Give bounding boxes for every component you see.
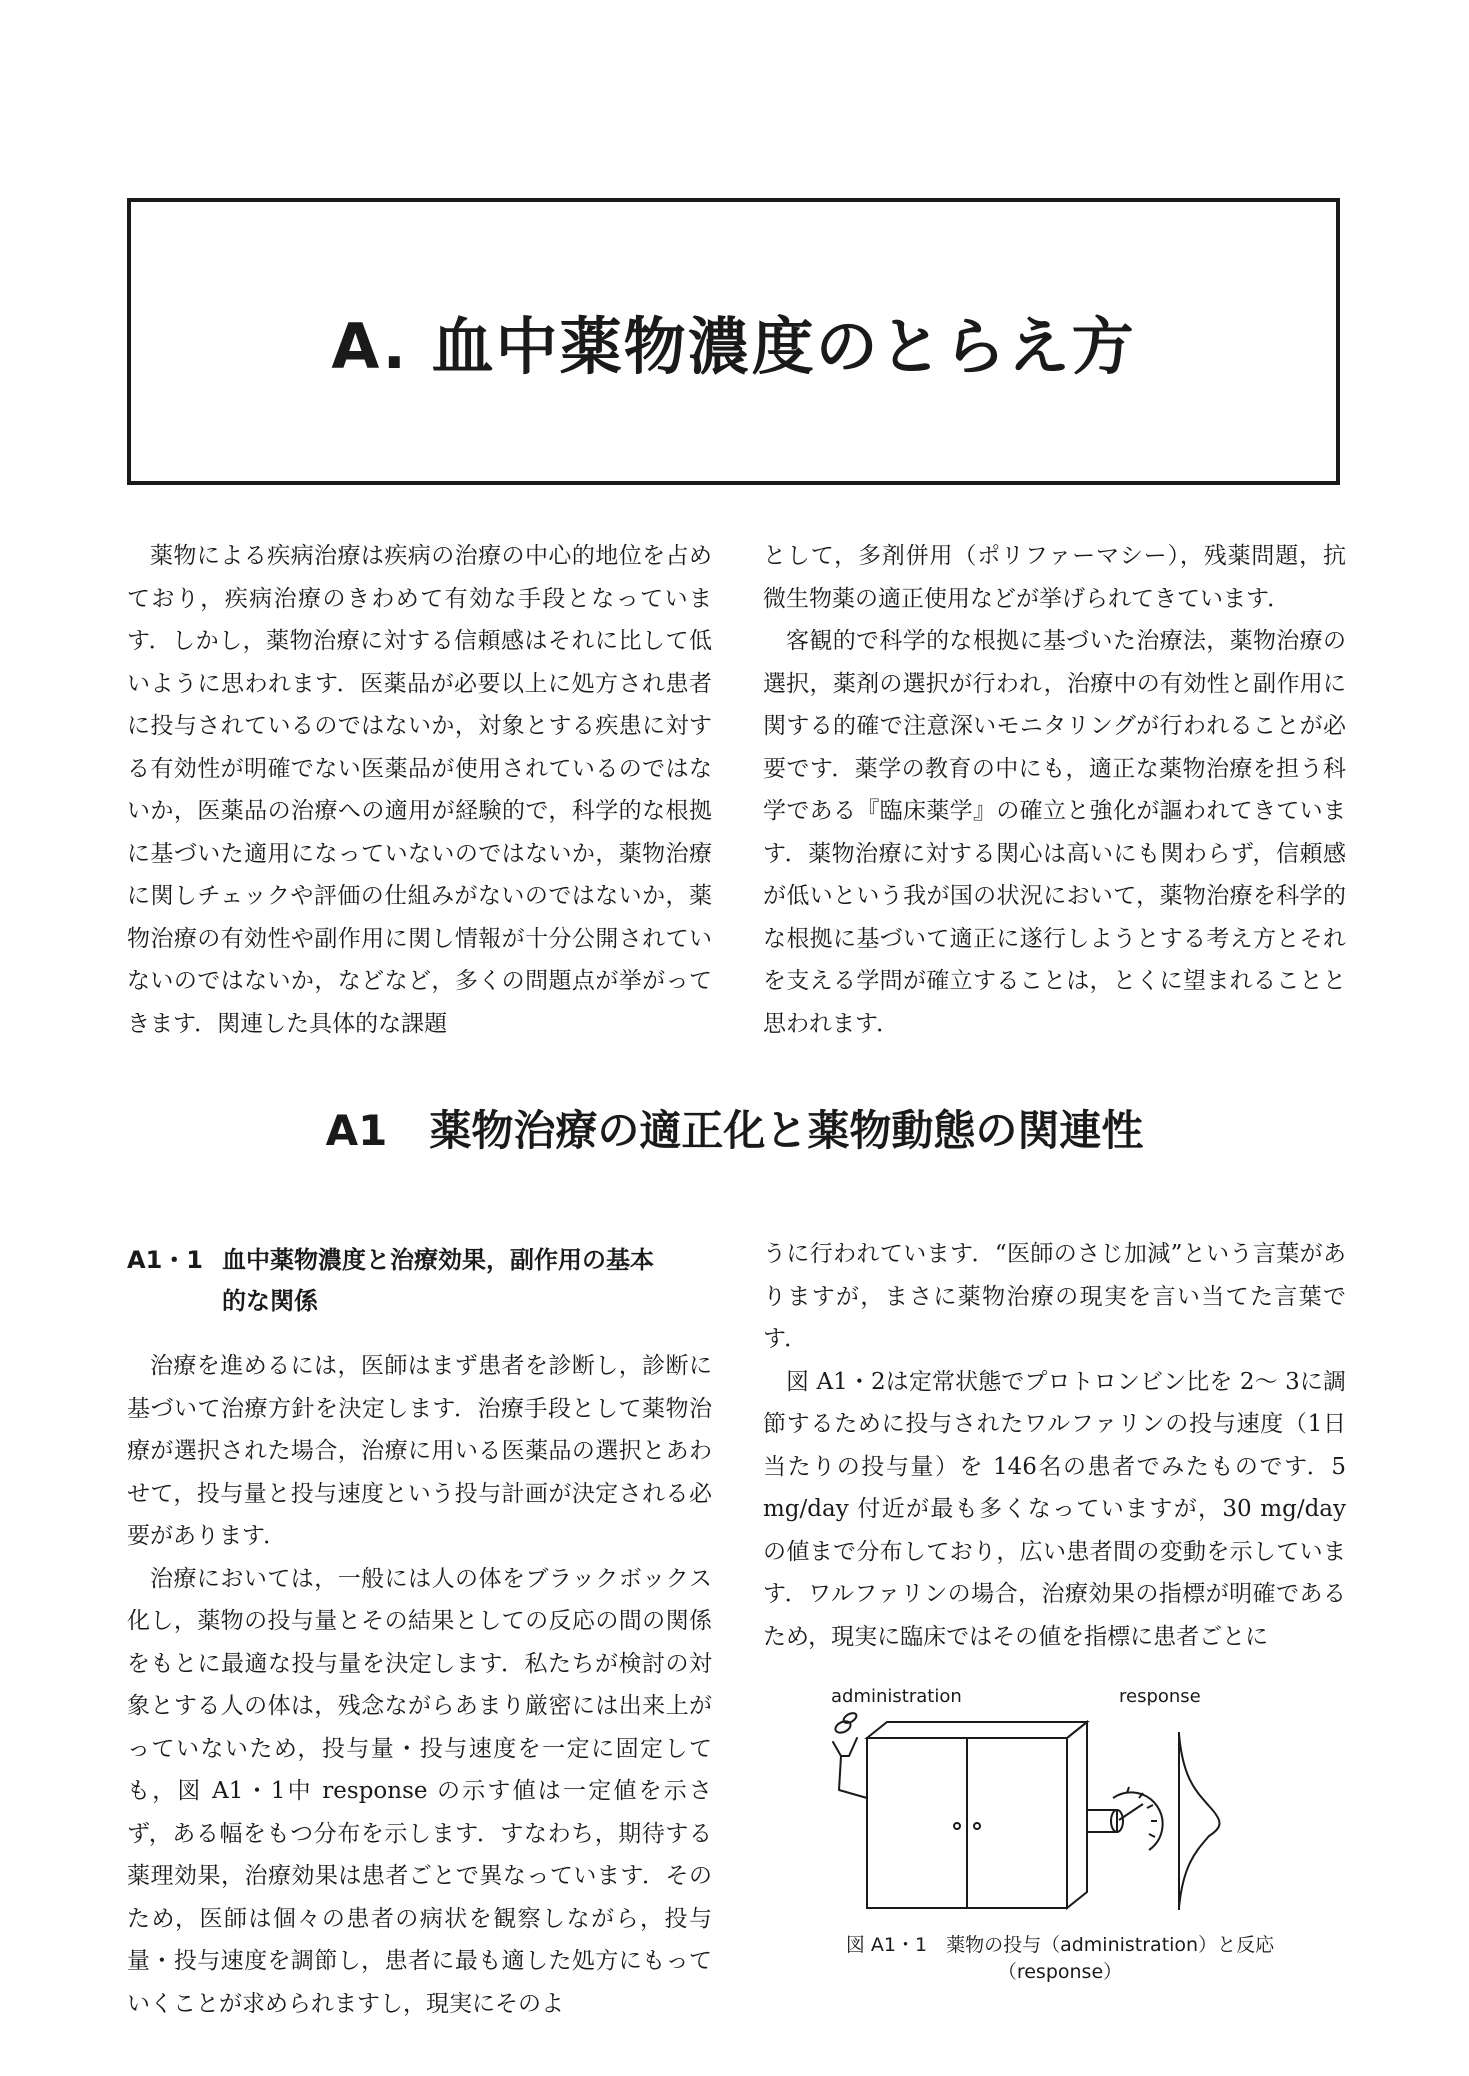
body-paragraph-1: 治療を進めるには，医師はまず患者を診断し，診断に基づいて治療方針を決定します．治療手段として薬物治療が選択された場合，治療に用いる医薬品の選択とあわせて，投与量と投与速度という投与計画が決定される必要があります． — [127, 1353, 713, 1549]
body-paragraph-2-continued: うに行われています．“医師のさじ加減”という言葉がありますが，まさに薬物治療の現実を言い当てた言葉です． — [763, 1241, 1347, 1352]
subsection-heading — [127, 1240, 717, 1322]
intro-paragraph-1-continued: として，多剤併用（ポリファーマシー），残薬問題，抗微生物薬の適正使用などが挙げられてきています． — [763, 543, 1346, 612]
intro-paragraph-2: 客観的で科学的な根拠に基づいた治療法，薬物治療の選択，薬剤の選択が行われ，治療中の有効性と副作用に関する的確で注意深いモニタリングが行われることが必要です．薬学の教育の中にも，適正な薬物治療を担う科学である『臨床薬学』の確立と強化が謳われてきています．薬物治療に対する関心は高いにも関わらず，信頼感が低いという我が国の状況において，薬物治療を科学的な根拠に基づいて適正に遂行しようとする考え方とそれを支える学問が確立することは，とくに望まれることと思われます． — [763, 628, 1346, 1037]
body-left-column — [127, 1345, 712, 2025]
intro-left-column — [127, 535, 712, 1045]
administration-label: administration — [831, 1686, 962, 1707]
response-gauge-icon — [1087, 1787, 1163, 1850]
subsection-number: A1・1 — [127, 1246, 203, 1274]
body-paragraph-3: 図 A1・2は定常状態でプロトロンビン比を 2〜 3に調節するために投与されたワルファリンの投与速度（1日当たりの投与量）を 146名の患者でみたものです．5 mg/day 付近が最も多くなっていますが，30 mg/day の値まで分布しており，広い患者間の変動を示しています．ワルファリンの場合，治療効果の指標が明確であるため，現実に臨床ではその値を指標に患者ごとに — [763, 1368, 1346, 1650]
chapter-title-box — [127, 198, 1340, 485]
body-right-column — [763, 1233, 1346, 1658]
section-title: A1 薬物治療の適正化と薬物動態の関連性 — [325, 1106, 1144, 1155]
subsection-title-line1: 血中薬物濃度と治療効果，副作用の基本 — [222, 1246, 654, 1274]
black-box-cabinet — [867, 1722, 1087, 1908]
chapter-title: A. 血中薬物濃度のとらえ方 — [331, 310, 1136, 383]
figure-black-box-diagram — [813, 1680, 1293, 1920]
figure-caption: 図 A1・1 薬物の投与（administration）と反応（response） — [845, 1934, 1275, 1983]
subsection-title-line2: 的な関係 — [222, 1287, 318, 1315]
response-distribution-curve — [1179, 1732, 1220, 1910]
body-paragraph-2: 治療においては，一般には人の体をブラックボックス化し，薬物の投与量とその結果としての反応の間の関係をもとに最適な投与量を決定します．私たちが検討の対象とする人の体は，残念ながらあまり厳密には出来上がっていないため，投与量・投与速度を一定に固定しても，図 A1・1中 response の示す値は一定値を示さず，ある幅をもつ分布を示します．すなわち，期待する薬理効果，治療効果は患者ごとで異なっています．そのため，医師は個々の患者の病状を観察しながら，投与量・投与速度を調節し，患者に最も適した処方にもっていくことが求められますし，現実にそのよ — [127, 1565, 712, 2017]
hand-icon — [833, 1738, 867, 1798]
intro-right-column — [763, 535, 1346, 1045]
response-label: response — [1119, 1686, 1201, 1707]
pills-icon — [834, 1711, 858, 1735]
intro-paragraph-1: 薬物による疾病治療は疾病の治療の中心的地位を占めており，疾病治療のきわめて有効な手段となっています．しかし，薬物治療に対する信頼感はそれに比して低いように思われます．医薬品が必要以上に処方され患者に投与されているのではないか，対象とする疾患に対する有効性が明確でない医薬品が使用されているのではないか，医薬品の治療への適用が経験的で，科学的な根拠に基づいた適用になっていないのではないか，薬物治療に関しチェックや評価の仕組みがないのではないか，薬物治療の有効性や副作用に関し情報が十分公開されていないのではないか，などなど，多くの問題点が挙がってきます．関連した具体的な課題 — [127, 543, 712, 1037]
